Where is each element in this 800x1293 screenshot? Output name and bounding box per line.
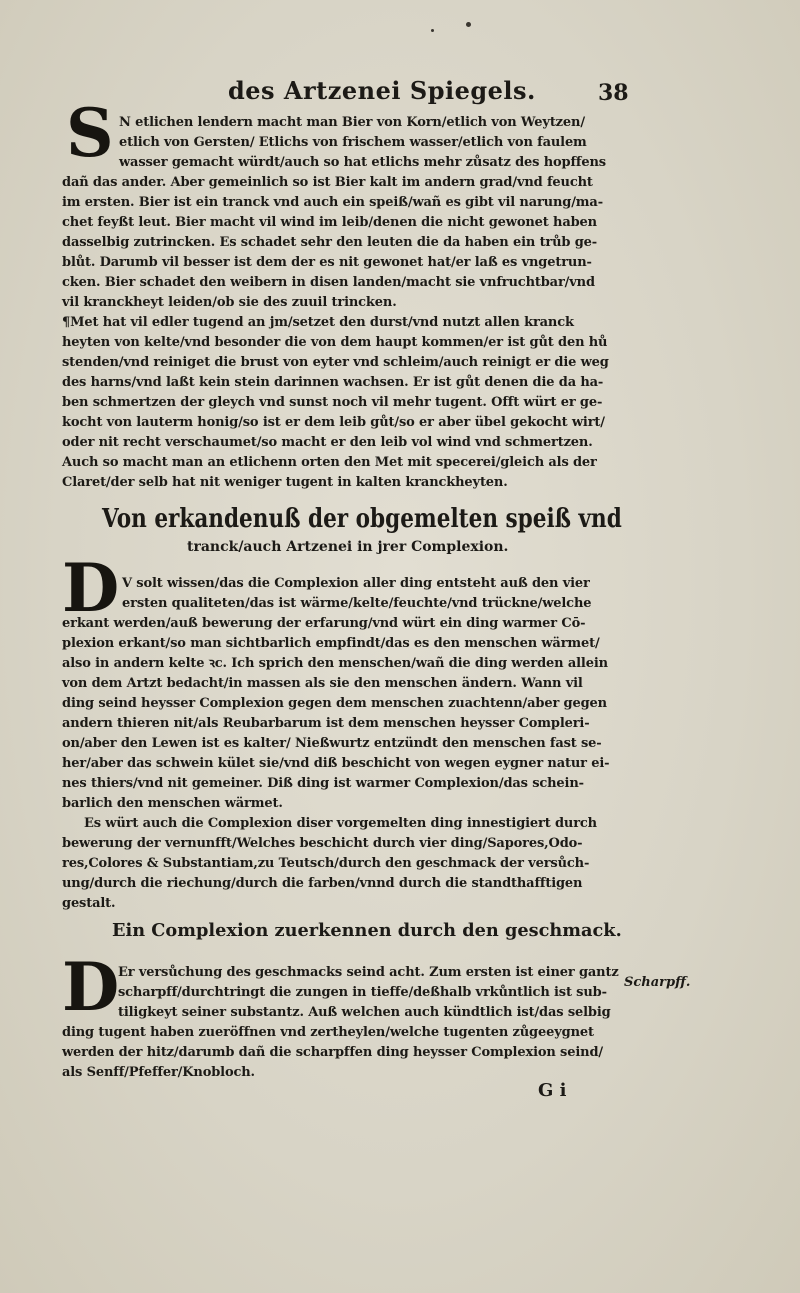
section-heading: Ein Complexion zuerkennen durch den geschmack. — [112, 920, 622, 941]
section-subheading: tranck/auch Artzenei in jrer Complexion. — [187, 539, 509, 555]
text-line: Er versůchung des geschmacks seind acht. Zum ersten ist einer gantz — [118, 965, 619, 980]
text-line: des harns/vnd laßt kein stein darinnen wachsen. Er ist gůt denen die da ha- — [62, 375, 604, 390]
text-line: N etlichen lendern macht man Bier von Korn/etlich von Weytzen/ — [119, 115, 585, 130]
dropcap-initial: S — [66, 94, 114, 172]
text-line: also in andern kelte ꝛc. Ich sprich den menschen/wañ die ding werden allein — [62, 656, 608, 671]
text-line: V solt wissen/das die Complexion aller ding entsteht auß den vier — [122, 576, 590, 591]
text-line: etlich von Gersten/ Etlichs von frischem wasser/etlich von faulem — [119, 135, 587, 150]
text-line: von dem Artzt bedacht/in massen als sie den menschen ändern. Wann vil — [62, 676, 583, 691]
running-header-title: des Artzenei Spiegels. — [228, 76, 536, 105]
ink-spot — [466, 22, 471, 27]
text-line: gestalt. — [62, 896, 116, 911]
text-line: ding seind heysser Complexion gegen dem menschen zuachtenn/aber gegen — [62, 696, 607, 711]
text-line: andern thieren nit/als Reubarbarum ist dem menschen heysser Compleri- — [62, 716, 590, 731]
text-line: vil kranckheyt leiden/ob sie des zuuil trincken. — [62, 295, 397, 310]
text-line: chet feyßt leut. Bier macht vil wind im leib/denen die nicht gewonet haben — [62, 215, 597, 230]
text-line: erkant werden/auß bewerung der erfarung/vnd würt ein ding warmer Cō- — [62, 616, 586, 631]
text-line: ung/durch die riechung/durch die farben/vnnd durch die standthafftigen — [62, 876, 583, 891]
text-line: her/aber das schwein kület sie/vnd diß beschicht von wegen eygner natur ei- — [62, 756, 610, 771]
dropcap-initial: D — [62, 549, 120, 627]
text-line: werden der hitz/darumb dañ die scharpffen ding heysser Complexion seind/ — [62, 1045, 603, 1060]
text-line: Es würt auch die Complexion diser vorgemelten ding innestigiert durch — [84, 816, 597, 831]
text-line: barlich den menschen wärmet. — [62, 796, 283, 811]
text-line: scharpff/durchtringt die zungen in tieffe/deßhalb vrkůntlich ist sub- — [118, 985, 607, 1000]
text-line: dasselbig zutrincken. Es schadet sehr den leuten die da haben ein trůb ge- — [62, 235, 598, 250]
text-line: Auch so macht man an etlichenn orten den Met mit specerei/gleich als der — [62, 455, 597, 470]
dropcap-initial: D — [62, 948, 120, 1026]
text-line: plexion erkant/so man sichtbarlich empfindt/das es den menschen wärmet/ — [62, 636, 600, 651]
text-line: Claret/der selb hat nit weniger tugent in kalten kranckheyten. — [62, 475, 508, 490]
text-line: on/aber den Lewen ist es kalter/ Nießwurtz entzündt den menschen fast se- — [62, 736, 602, 751]
text-line: ding tugent haben zueröffnen vnd zertheylen/welche tugenten zůgeeygnet — [62, 1025, 594, 1040]
text-line: wasser gemacht würdt/auch so hat etlichs mehr zůsatz des hopffens — [119, 155, 606, 170]
text-line: heyten von kelte/vnd besonder die von dem haupt kommen/er ist gůt den hů — [62, 335, 608, 350]
text-line: als Senff/Pfeffer/Knobloch. — [62, 1065, 255, 1080]
text-line: stenden/vnd reiniget die brust von eyter vnd schleim/auch reinigt er die weg — [62, 355, 609, 370]
text-line: tiligkeyt seiner substantz. Auß welchen auch kündtlich ist/das selbig — [118, 1005, 611, 1020]
marginal-note: Scharpff. — [624, 975, 691, 990]
text-line: dañ das ander. Aber gemeinlich so ist Bier kalt im andern grad/vnd feucht — [62, 175, 593, 190]
text-line: blůt. Darumb vil besser ist dem der es nit gewonet hat/er laß es vngetrun- — [62, 255, 592, 270]
text-line: ersten qualiteten/das ist wärme/kelte/feuchte/vnd trückne/welche — [122, 596, 592, 611]
text-line: im ersten. Bier ist ein tranck vnd auch ein speiß/wañ es gibt vil narung/ma- — [62, 195, 603, 210]
ink-spot — [431, 29, 434, 32]
section-heading: Von erkandenuß der obgemelten speiß vnd — [102, 504, 622, 534]
page-number: 38 — [598, 80, 629, 106]
text-line: kocht von lauterm honig/so ist er dem leib gůt/so er aber übel gekocht wirt/ — [62, 415, 605, 430]
text-line: nes thiers/vnd nit gemeiner. Diß ding ist warmer Complexion/das schein- — [62, 776, 584, 791]
signature-mark: G i — [538, 1080, 567, 1101]
text-line: oder nit recht verschaumet/so macht er den leib vol wind vnd schmertzen. — [62, 435, 593, 450]
text-line: ben schmertzen der gleych vnd sunst noch vil mehr tugent. Offt würt er ge- — [62, 395, 603, 410]
text-line: bewerung der vernunfft/Welches beschicht durch vier ding/Sapores,Odo- — [62, 836, 583, 851]
text-line: ¶Met hat vil edler tugend an jm/setzet den durst/vnd nutzt allen kranck — [62, 315, 574, 330]
text-line: cken. Bier schadet den weibern in disen landen/macht sie vnfruchtbar/vnd — [62, 275, 595, 290]
text-line: res,Colores & Substantiam,zu Teutsch/durch den geschmack der versůch- — [62, 856, 590, 871]
